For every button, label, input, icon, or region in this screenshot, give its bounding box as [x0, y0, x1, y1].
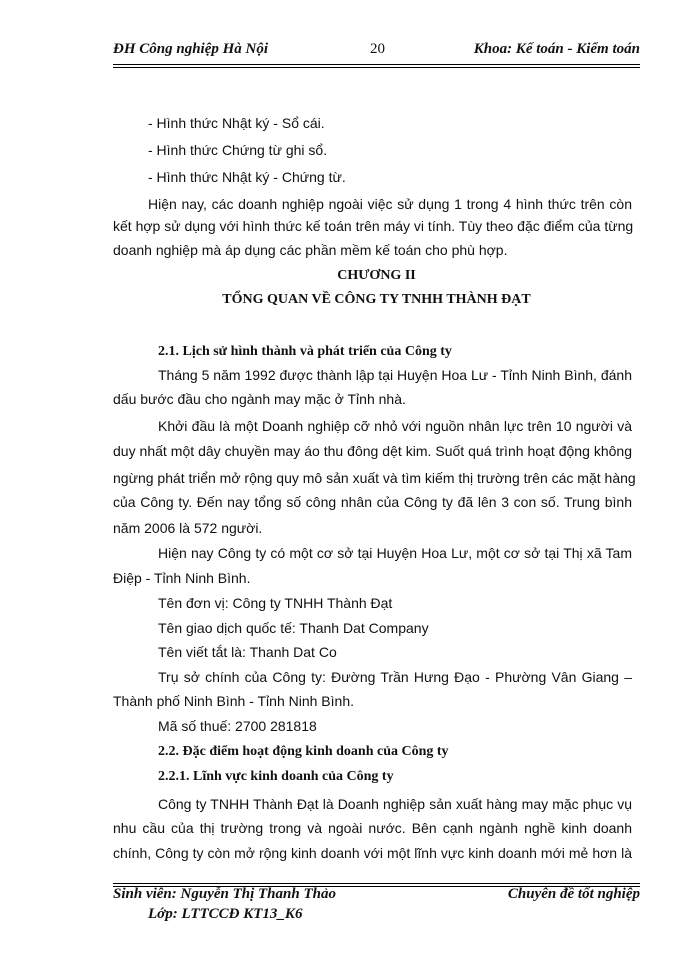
paragraph-line: năm 2006 là 572 người.: [113, 520, 263, 536]
paragraph-line: ngừng phát triển mở rộng quy mô sản xuất và tìm kiếm thị trường trên các mặt hàng: [113, 470, 636, 486]
company-address-cont: Thành phố Ninh Bình - Tỉnh Ninh Bình.: [113, 693, 355, 709]
paragraph-line: của Công ty. Đến nay tổng số công nhân của Công ty đã lên 3 con số. Trung bình: [113, 494, 632, 510]
subsection-heading: 2.2.1. Lĩnh vực kinh doanh của Công ty: [158, 769, 394, 784]
paragraph-line: Điệp - Tỉnh Ninh Bình.: [113, 570, 251, 586]
header-rule: [113, 64, 640, 68]
section-heading: 2.2. Đặc điểm hoạt động kinh doanh của Công ty: [158, 744, 449, 759]
company-address: Trụ sở chính của Công ty: Đường Trần Hưng Đạo - Phường Vân Giang –: [158, 669, 632, 685]
company-abbreviation: Tên viết tắt là: Thanh Dat Co: [158, 644, 337, 660]
footer-class: Lớp: LTTCCĐ KT13_K6: [148, 906, 303, 922]
paragraph-line: nhu cầu của thị trường trong và ngoài nước. Bên cạnh ngành nghề kinh doanh: [113, 820, 632, 836]
paragraph-line: chính, Công ty còn mở rộng kinh doanh với một lĩnh vực kinh doanh mới mẻ hơn là: [113, 845, 632, 861]
paragraph-line: Khởi đầu là một Doanh nghiệp cỡ nhỏ với nguồn nhân lực trên 10 người và: [158, 418, 632, 434]
paragraph-line: Hiện nay Công ty có một cơ sở tại Huyện Hoa Lư, một cơ sở tại Thị xã Tam: [158, 545, 632, 561]
list-item: - Hình thức Nhật ký - Sổ cái.: [148, 115, 325, 131]
page-number: 20: [370, 41, 385, 57]
paragraph-line: Công ty TNHH Thành Đạt là Doanh nghiệp sản xuất hàng may mặc phục vụ: [158, 796, 632, 812]
tax-code: Mã số thuế: 2700 281818: [158, 718, 317, 734]
paragraph-line: doanh nghiệp mà áp dụng các phần mềm kế toán cho phù hợp.: [113, 242, 508, 258]
page-header: [113, 41, 640, 63]
paragraph-line: Tháng 5 năm 1992 được thành lập tại Huyện Hoa Lư - Tỉnh Ninh Bình, đánh: [158, 367, 632, 383]
list-item: - Hình thức Chứng từ ghi sổ.: [148, 142, 328, 158]
list-item: - Hình thức Nhật ký - Chứng từ.: [148, 169, 346, 185]
paragraph-line: kết hợp sử dụng với hình thức kế toán trên máy vi tính. Tùy theo đặc điểm của từng: [113, 218, 634, 234]
section-heading: 2.1. Lịch sử hình thành và phát triển của Công ty: [158, 344, 452, 359]
company-name: Tên đơn vị: Công ty TNHH Thành Đạt: [158, 595, 393, 611]
company-trade-name: Tên giao dịch quốc tế: Thanh Dat Company: [158, 620, 429, 636]
paragraph-line: Hiện nay, các doanh nghiệp ngoài việc sử dụng 1 trong 4 hình thức trên còn: [148, 196, 632, 212]
header-university: ĐH Công nghiệp Hà Nội: [113, 41, 269, 57]
header-faculty: Khoa: Kế toán - Kiểm toán: [473, 41, 640, 57]
footer-student: Sinh viên: Nguyễn Thị Thanh Thảo: [113, 886, 336, 902]
footer-report-type: Chuyên đề tốt nghiệp: [507, 886, 640, 902]
paragraph-line: duy nhất một dây chuyền may áo thu đông dệt kim. Suốt quá trình hoạt động không: [113, 443, 632, 459]
chapter-title: TỔNG QUAN VỀ CÔNG TY TNHH THÀNH ĐẠT: [222, 292, 531, 307]
chapter-number: CHƯƠNG II: [337, 268, 416, 283]
paragraph-line: dấu bước đầu cho ngành may mặc ở Tỉnh nhà.: [113, 391, 406, 407]
